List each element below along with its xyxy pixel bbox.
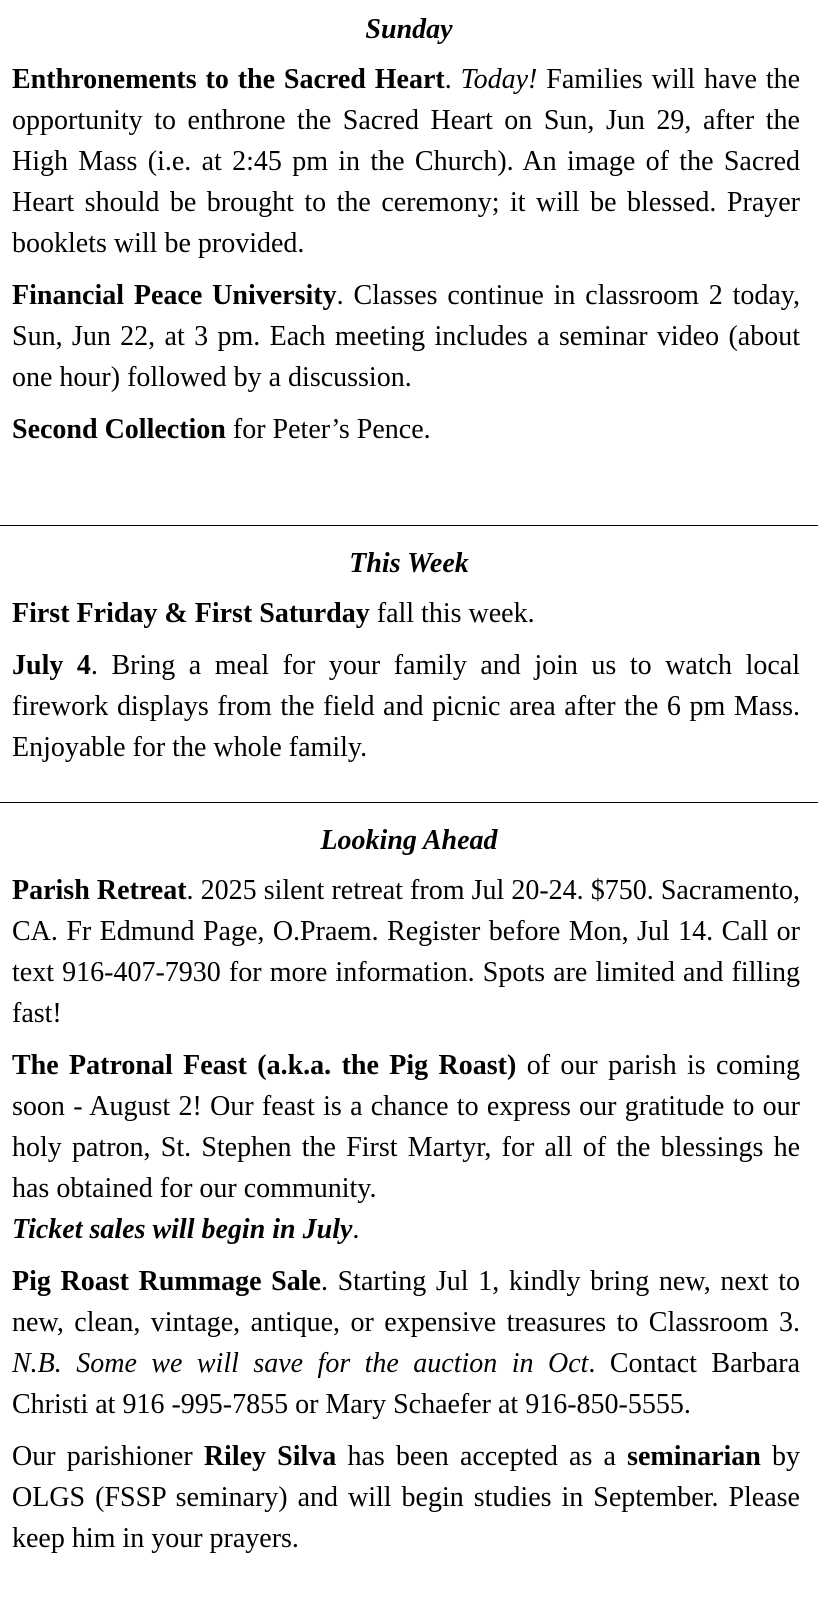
ticket-sales-note: Ticket sales will begin in July [12, 1214, 353, 1245]
announcement-parish-retreat [12, 870, 800, 1034]
announcement-title: Parish Retreat [12, 875, 187, 906]
announcement-body: Families will have the opportunity to enthrone the Sacred Heart on Sun, Jun 29, after the High Mass (i.e. at 2:45 pm in the Church). An image of the Sacred Heart should be brought to the ceremony; it will be blessed. Prayer booklets will be provided. [12, 64, 801, 259]
section-heading-sunday: Sunday [365, 14, 453, 45]
announcement-rummage-sale [12, 1261, 800, 1425]
announcement-enthronements [12, 59, 800, 264]
announcement-body: . Classes continue in classroom 2 today, Sun, Jun 22, at 3 pm. Each meeting includes a seminar video (about one hour) followed by a discussion. [12, 280, 800, 393]
announcement-title: Pig Roast Rummage Sale [12, 1266, 321, 1297]
seminarian-term: seminarian [627, 1441, 761, 1472]
section-divider [0, 525, 818, 526]
section-sunday [0, 10, 818, 450]
section-divider [0, 802, 818, 803]
announcement-title: First Friday & First Saturday [12, 598, 370, 629]
section-looking-ahead [0, 821, 818, 1559]
announcement-title: Enthronements to the Sacred Heart [12, 64, 445, 95]
announcement-title: The Patronal Feast (a.k.a. the Pig Roast) [12, 1050, 517, 1081]
announcement-first-friday [12, 593, 800, 634]
announcement-lead: Our parishioner [12, 1441, 204, 1472]
announcement-body: . 2025 silent retreat from Jul 20-24. $750. Sacramento, CA. Fr Edmund Page, O.Praem. Register before Mon, Jul 14. Call or text 916-407-7930 for more information. Spots are limited and filling fast! [12, 875, 800, 1029]
section-this-week [0, 544, 818, 768]
announcement-body: . Starting Jul 1, kindly bring new, next to new, clean, vintage, antique, or expensive treasures to Classroom 3. [12, 1266, 800, 1338]
announcement-body: fall this week. [369, 598, 535, 629]
announcement-seminarian [12, 1436, 800, 1559]
announcement-title: Financial Peace University [12, 280, 337, 311]
announcement-mid: has been accepted as a [336, 1441, 628, 1472]
auction-note: N.B. Some we will save for the auction in Oct [12, 1348, 589, 1379]
separator: . [444, 64, 461, 95]
sentence-end: . [352, 1214, 360, 1245]
announcement-title: Second Collection [12, 414, 226, 445]
announcement-body: of our parish is coming soon - August 2! Our feast is a chance to express our gratitude to our holy patron, St. Stephen the First Martyr, for all of the blessings he has obtained for our community. [12, 1050, 800, 1204]
section-heading-this-week: This Week [349, 548, 469, 579]
section-heading-looking-ahead: Looking Ahead [320, 825, 498, 856]
today-emphasis: Today! [460, 64, 538, 95]
announcement-body-contact: . Contact Barbara Christi at 916 -995-7855 or Mary Schaefer at 916-850-5555. [12, 1348, 800, 1420]
announcement-body: by OLGS (FSSP seminary) and will begin studies in September. Please keep him in your prayers. [12, 1441, 800, 1554]
announcement-title: July 4 [12, 650, 91, 681]
announcement-body: for Peter’s Pence. [225, 414, 431, 445]
parishioner-name: Riley Silva [203, 1441, 337, 1472]
announcement-body: . Bring a meal for your family and join us to watch local firework displays from the field and picnic area after the 6 pm Mass. Enjoyable for the whole family. [12, 650, 800, 763]
announcement-july-4 [12, 645, 800, 768]
announcement-patronal-feast [12, 1045, 800, 1250]
announcement-second-collection [12, 409, 800, 450]
announcement-financial-peace [12, 275, 800, 398]
